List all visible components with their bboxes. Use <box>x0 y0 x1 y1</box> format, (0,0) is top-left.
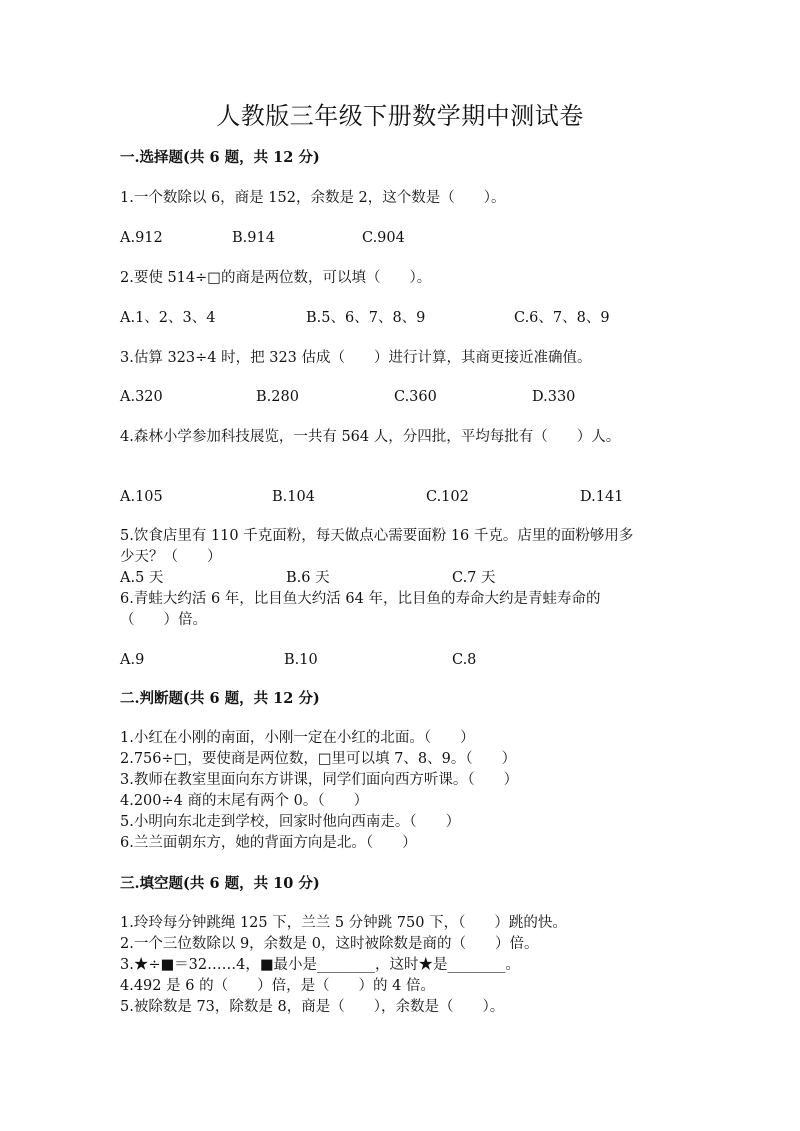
q1-option-a: A.912 <box>120 230 163 246</box>
q1-option-b: B.914 <box>232 230 275 246</box>
question-6-text-line1: 6.青蛙大约活 6 年，比目鱼大约活 64 年，比目鱼的寿命大约是青蛙寿命的 <box>120 591 601 607</box>
tf-item-1: 1.小红在小刚的南面，小刚一定在小红的北面。（ ） <box>120 730 475 746</box>
q4-option-c: C.102 <box>426 489 469 505</box>
tf-item-2: 2.756÷□，要使商是两位数，□里可以填 7、8、9。（ ） <box>120 751 517 767</box>
question-6-text-line2: （ ）倍。 <box>120 612 207 628</box>
question-2-text: 2.要使 514÷□的商是两位数，可以填（ ）。 <box>120 270 432 286</box>
fill-item-1: 1.玲玲每分钟跳绳 125 下，兰兰 5 分钟跳 750 下，（ ）跳的快。 <box>120 915 567 931</box>
q4-option-d: D.141 <box>580 489 624 505</box>
question-5-text-line2: 少天？（ ） <box>120 549 222 565</box>
q4-option-b: B.104 <box>272 489 315 505</box>
question-3-text: 3.估算 323÷4 时，把 323 估成（ ）进行计算，其商更接近准确值。 <box>120 350 592 366</box>
q3-option-b: B.280 <box>256 389 299 405</box>
q5-option-a: A.5 天 <box>120 570 164 586</box>
q6-option-c: C.8 <box>452 652 477 668</box>
fill-item-2: 2.一个三位数除以 9，余数是 0，这时被除数是商的（ ）倍。 <box>120 936 539 952</box>
q3-option-c: C.360 <box>394 389 437 405</box>
fill-item-3: 3.★÷■＝32……4，■最小是________，这时★是________。 <box>120 957 521 973</box>
tf-item-4: 4.200÷4 商的末尾有两个 0。（ ） <box>120 793 369 809</box>
question-1-text: 1.一个数除以 6，商是 152，余数是 2，这个数是（ ）。 <box>120 190 506 206</box>
q3-option-a: A.320 <box>120 389 163 405</box>
page-title: 人教版三年级下册数学期中测试卷 <box>216 102 584 130</box>
q4-option-a: A.105 <box>120 489 163 505</box>
q3-option-d: D.330 <box>532 389 576 405</box>
tf-item-3: 3.教师在教室里面向东方讲课，同学们面向西方听课。（ ） <box>120 772 519 788</box>
fill-item-4: 4.492 是 6 的（ ）倍，是（ ）的 4 倍。 <box>120 978 436 994</box>
fill-item-5: 5.被除数是 73，除数是 8，商是（ ），余数是（ ）。 <box>120 999 505 1015</box>
tf-item-6: 6.兰兰面朝东方，她的背面方向是北。（ ） <box>120 835 417 851</box>
q2-option-c: C.6、7、8、9 <box>514 310 610 326</box>
section-heading-choice: 一.选择题(共 6 题，共 12 分) <box>120 149 320 166</box>
q2-option-a: A.1、2、3、4 <box>120 310 216 326</box>
tf-item-5: 5.小明向东北走到学校，回家时他向西南走。（ ） <box>120 814 461 830</box>
q5-option-b: B.6 天 <box>286 570 330 586</box>
q6-option-a: A.9 <box>120 652 145 668</box>
question-4-text: 4.森林小学参加科技展览，一共有 564 人，分四批，平均每批有（ ）人。 <box>120 429 621 445</box>
question-5-text-line1: 5.饮食店里有 110 千克面粉，每天做点心需要面粉 16 千克。店里的面粉够用多 <box>120 528 634 544</box>
q5-option-c: C.7 天 <box>452 570 496 586</box>
q2-option-b: B.5、6、7、8、9 <box>306 310 426 326</box>
q1-option-c: C.904 <box>362 230 405 246</box>
section-heading-true-false: 二.判断题(共 6 题，共 12 分) <box>120 690 320 707</box>
section-heading-fill-blank: 三.填空题(共 6 题，共 10 分) <box>120 875 320 892</box>
q6-option-b: B.10 <box>284 652 318 668</box>
